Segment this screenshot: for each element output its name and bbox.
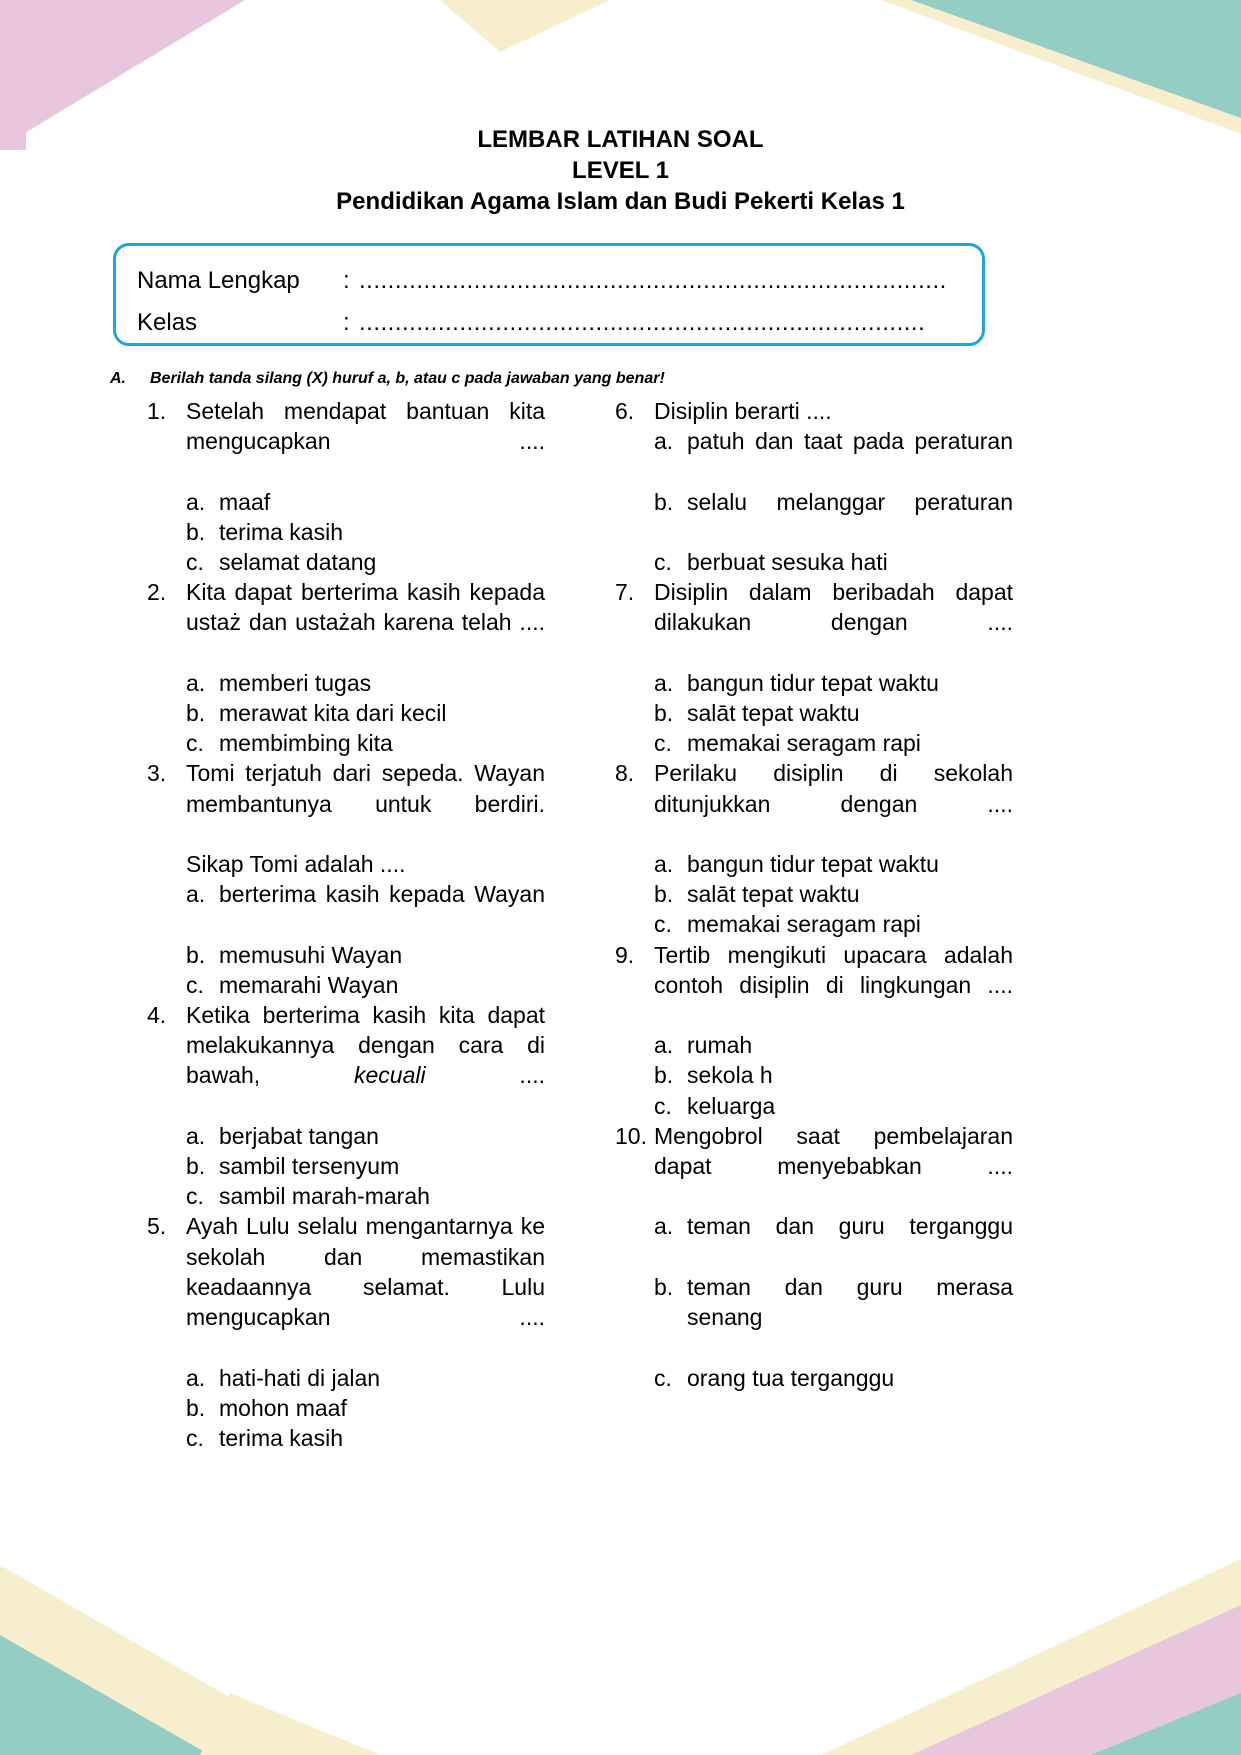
option-text: sekola h	[687, 1062, 773, 1089]
option-letter: a.	[654, 1213, 674, 1240]
question-item	[145, 1211, 545, 1453]
option-text: bangun tidur tepat waktu	[687, 669, 939, 696]
option-text: berterima kasih kepada Wayan	[219, 881, 545, 908]
option-letter: b.	[186, 700, 206, 727]
option-item[interactable]	[186, 1151, 545, 1181]
option-text: selamat datang	[219, 549, 377, 576]
option-item[interactable]	[186, 517, 545, 547]
question-item	[145, 396, 545, 577]
option-text: selalu melanggar peraturan	[687, 488, 1013, 515]
option-text: berjabat tangan	[219, 1122, 379, 1149]
option-item[interactable]	[654, 547, 1013, 577]
option-text: salāt tepat waktu	[687, 700, 860, 727]
instruction-text: Berilah tanda silang (X) huruf a, b, atau c pada jawaban yang benar!	[150, 370, 665, 387]
option-letter: a.	[186, 881, 206, 908]
question-item	[145, 1000, 545, 1211]
option-text: keluarga	[687, 1092, 776, 1119]
option-item[interactable]	[186, 1393, 545, 1423]
option-text: sambil marah-marah	[219, 1183, 430, 1210]
option-letter: c.	[186, 1183, 204, 1210]
option-item[interactable]	[654, 849, 1013, 879]
option-list	[186, 1121, 545, 1212]
option-letter: b.	[654, 1273, 674, 1300]
question-stem: Perilaku disiplin di sekolah ditunjukkan dengan ....	[654, 760, 1013, 817]
option-text: sambil tersenyum	[219, 1153, 400, 1180]
option-letter: c.	[654, 1364, 672, 1391]
option-letter: c.	[654, 730, 672, 757]
question-number: 1.	[147, 398, 167, 424]
option-text: bangun tidur tepat waktu	[687, 851, 939, 878]
option-item[interactable]	[186, 1121, 545, 1151]
section-letter: A.	[110, 370, 126, 387]
option-item[interactable]	[654, 909, 1013, 939]
option-item[interactable]	[186, 728, 545, 758]
question-body	[654, 940, 1013, 1121]
section-a-instruction	[110, 369, 1010, 389]
question-number: 3.	[147, 760, 167, 787]
option-letter: b.	[186, 941, 206, 968]
option-text: memusuhi Wayan	[219, 941, 403, 968]
option-letter: b.	[654, 881, 674, 908]
question-body	[186, 1211, 545, 1453]
question-stem: Setelah mendapat bantuan kita mengucapkan ....	[186, 398, 545, 455]
question-stem: Ayah Lulu selalu mengantarnya ke sekolah dan memastikan keadaannya selamat. Lulu mengucapkan ....	[186, 1213, 545, 1331]
option-letter: a.	[186, 669, 206, 696]
question-stem: Tertib mengikuti upacara adalah contoh disiplin di lingkungan ....	[654, 941, 1013, 998]
title-line-2: LEVEL 1	[572, 157, 669, 184]
option-item[interactable]	[654, 1363, 1013, 1393]
question-number: 2.	[147, 579, 167, 606]
question-number: 8.	[615, 760, 635, 787]
question-number: 4.	[147, 1002, 167, 1029]
option-item[interactable]	[186, 1181, 545, 1211]
option-text: memakai seragam rapi	[687, 911, 921, 938]
option-letter: b.	[186, 1153, 206, 1180]
option-letter: a.	[186, 1364, 206, 1391]
question-column-left	[145, 396, 545, 1453]
option-item[interactable]	[654, 728, 1013, 758]
option-letter: b.	[654, 1062, 674, 1089]
option-item[interactable]	[654, 668, 1013, 698]
class-label: Kelas	[137, 309, 198, 336]
option-letter: b.	[654, 488, 674, 515]
question-item	[613, 940, 1013, 1121]
option-text: berbuat sesuka hati	[687, 549, 888, 576]
option-item[interactable]	[186, 879, 545, 939]
question-item	[613, 1121, 1013, 1393]
question-body	[654, 758, 1013, 939]
option-letter: a.	[186, 488, 206, 515]
title-line-3: Pendidikan Agama Islam dan Budi Pekerti Kelas 1	[336, 188, 905, 215]
class-row	[116, 294, 982, 336]
question-body	[186, 758, 545, 1000]
question-number: 7.	[615, 579, 635, 606]
option-text: memberi tugas	[219, 669, 372, 696]
option-item[interactable]	[186, 1363, 545, 1393]
name-row	[116, 246, 982, 294]
option-item[interactable]	[186, 970, 545, 1000]
stem-text-pre: Ketika berterima kasih kita dapat melakukannya dengan cara di bawah,	[186, 1002, 545, 1089]
option-list	[654, 1030, 1013, 1121]
option-text: terima kasih	[219, 518, 343, 545]
option-item[interactable]	[186, 698, 545, 728]
option-list	[654, 1211, 1013, 1392]
option-letter: a.	[654, 851, 674, 878]
option-item[interactable]	[186, 940, 545, 970]
option-text: salāt tepat waktu	[687, 881, 860, 908]
option-text: orang tua terganggu	[687, 1364, 895, 1391]
page-title	[0, 124, 1241, 217]
question-stem: Kita dapat berterima kasih kepada ustaż dan ustażah karena telah ....	[186, 579, 545, 636]
option-letter: a.	[186, 1122, 206, 1149]
stem-emphasis: kecuali	[354, 1062, 426, 1089]
option-text: mohon maaf	[219, 1394, 347, 1421]
title-line-1: LEMBAR LATIHAN SOAL	[477, 126, 764, 153]
question-item	[613, 396, 1013, 577]
option-letter: b.	[186, 1394, 206, 1421]
stem-text-post: ....	[425, 1062, 545, 1089]
class-input-line[interactable]: ...............................................................................	[359, 310, 926, 336]
option-text: memarahi Wayan	[219, 971, 399, 998]
option-letter: c.	[654, 911, 672, 938]
option-text: membimbing kita	[219, 730, 393, 757]
option-letter: c.	[654, 1092, 672, 1119]
question-body	[186, 396, 545, 577]
option-item[interactable]	[654, 487, 1013, 547]
question-stem: Tomi terjatuh dari sepeda. Wayan membantunya untuk berdiri.	[186, 760, 545, 817]
question-number: 5.	[147, 1213, 167, 1240]
option-list	[186, 487, 545, 578]
question-stem: Disiplin berarti ....	[654, 398, 832, 424]
question-body	[654, 577, 1013, 758]
option-text: hati-hati di jalan	[219, 1364, 381, 1391]
option-list	[654, 668, 1013, 759]
option-letter: c.	[186, 549, 204, 576]
option-text: memakai seragam rapi	[687, 730, 921, 757]
option-text: merawat kita dari kecil	[219, 700, 447, 727]
question-item	[613, 758, 1013, 939]
name-input-line[interactable]: ..................................................................................	[359, 268, 947, 294]
question-stem: Mengobrol saat pembelajaran dapat menyebabkan ....	[654, 1122, 1013, 1180]
option-text: terima kasih	[219, 1424, 343, 1451]
option-list	[186, 1363, 545, 1454]
option-item[interactable]	[654, 426, 1013, 486]
option-item[interactable]	[654, 1030, 1013, 1060]
option-letter: b.	[186, 518, 206, 545]
option-letter: c.	[186, 1424, 204, 1451]
question-number: 10.	[615, 1122, 647, 1149]
option-text: teman dan guru merasa senang	[687, 1273, 1013, 1331]
option-item[interactable]	[654, 1211, 1013, 1271]
option-letter: c.	[654, 549, 672, 576]
question-column-right	[613, 396, 1013, 1393]
option-item[interactable]	[186, 487, 545, 517]
question-body	[186, 577, 545, 758]
name-label: Nama Lengkap	[137, 267, 300, 294]
question-item	[145, 577, 545, 758]
option-letter: c.	[186, 971, 204, 998]
option-letter: c.	[186, 730, 204, 757]
class-colon: :	[343, 309, 350, 336]
name-colon: :	[343, 267, 350, 294]
question-item	[613, 577, 1013, 758]
question-number: 9.	[615, 941, 635, 968]
option-list	[186, 668, 545, 759]
option-letter: a.	[654, 1032, 674, 1059]
option-text: maaf	[219, 488, 271, 515]
option-list	[654, 849, 1013, 940]
question-body	[654, 396, 1013, 577]
option-item[interactable]	[186, 547, 545, 577]
option-item[interactable]	[654, 1060, 1013, 1090]
question-stem-continued: Sikap Tomi adalah ....	[186, 851, 406, 878]
question-item	[145, 758, 545, 1000]
question-body	[186, 1000, 545, 1211]
question-number: 6.	[615, 398, 635, 424]
option-item[interactable]	[186, 668, 545, 698]
option-item[interactable]	[654, 698, 1013, 728]
option-item[interactable]	[654, 1091, 1013, 1121]
option-text: teman dan guru terganggu	[687, 1213, 1013, 1240]
option-text: patuh dan taat pada peraturan	[687, 428, 1013, 455]
option-letter: a.	[654, 428, 674, 455]
option-item[interactable]	[654, 879, 1013, 909]
question-body	[654, 1121, 1013, 1393]
option-list	[186, 879, 545, 1000]
option-item[interactable]	[186, 1423, 545, 1453]
option-item[interactable]	[654, 1272, 1013, 1363]
question-stem: Disiplin dalam beribadah dapat dilakukan dengan ....	[654, 579, 1013, 636]
option-list	[654, 426, 1013, 577]
option-letter: a.	[654, 669, 674, 696]
option-letter: b.	[654, 700, 674, 727]
question-stem	[186, 1000, 545, 1121]
option-text: rumah	[687, 1032, 753, 1059]
identity-box	[113, 243, 985, 346]
